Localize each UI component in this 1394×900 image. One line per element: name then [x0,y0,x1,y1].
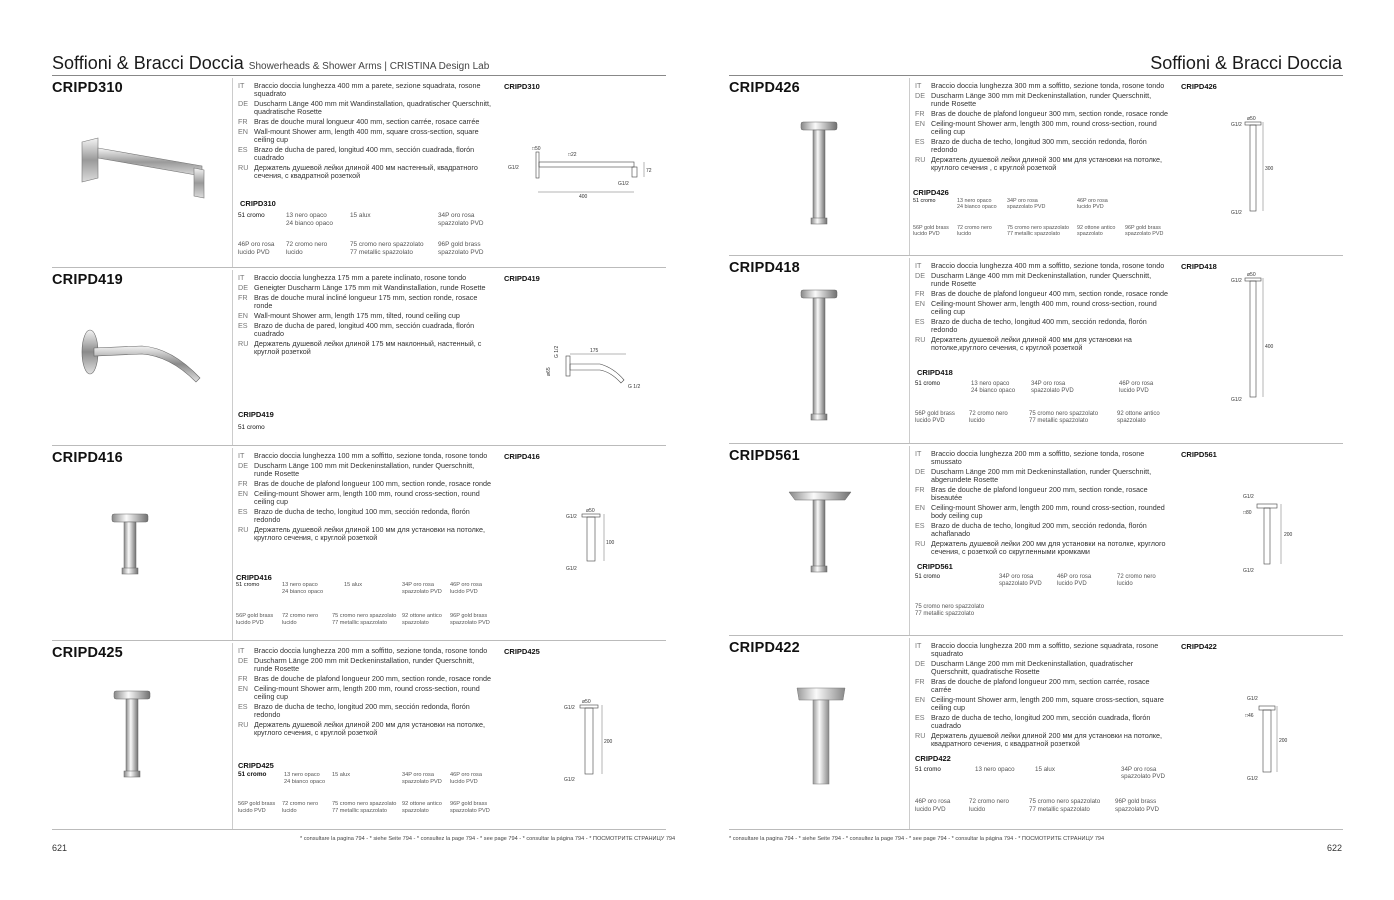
finish-table-code: CRIPD416 [236,573,272,582]
svg-text:G1/2: G1/2 [1231,278,1242,284]
svg-text:72: 72 [646,168,652,174]
product-description: IT Braccio doccia lunghezza 300 mm a soffitto, sezione tonda, rosone tondo DE Duscharm Länge 300 mm mit Deckeninstallation, runder Querschnitt, runde Rosette FR Bras de douche de plafond longueur 300 mm, section ronde, rosace ronde EN Ceiling-mount Shower arm, length 300 mm, round cross-section, round ceiling cup ES Brazo de ducha de techo, longitud 300 mm, sección redonda, florón redondo RU Держатель душевой лейки длиной 300 мм для установки на потолке, круглого сечения , с круглой розеткой [915,81,1168,172]
product-image [112,687,152,782]
svg-text:ø50: ø50 [582,699,591,705]
product-code: CRIPD310 [52,80,123,96]
svg-text:G1/2: G1/2 [1231,122,1242,128]
product-code: CRIPD561 [729,448,800,464]
product-description: IT Braccio doccia lunghezza 200 mm a soffitto, sezione tonda, rosone smussato DE Duscharm Länge 200 mm mit Deckeninstallation, runder Querschnitt, abgerundete Rosette FR Bras de douche de plafond longueur 200 mm, section ronde, rosace biseautée EN Ceiling-mount Shower arm, length 200 mm, round cross-section, rounded body ceiling cup ES Brazo de ducha de techo, longitud 200 mm, sección redonda, florón achaflanado RU Держатель душевой лейки 200 мм для установки на потолке, круглого сечения, с розеткой со скругленными кромками [915,449,1166,556]
svg-text:□80: □80 [1243,510,1252,516]
finish-table: 51 cromo 13 nero opaco 24 bianco opaco 34P oro rosa spazzolato PVD 46P oro rosa lucido PVD 56P gold brass lucido PVD 72 cromo nero lucido 75 cromo nero spazzolato 77 metallic spazzolato 92 ottone antico spazzolato [915,381,1160,424]
svg-text:200: 200 [604,739,613,745]
bottom-rule [52,829,666,830]
technical-drawing: CRIPD422 G1/2 □46 200 G1/2 [1181,642,1288,782]
product-image [110,510,150,580]
technical-drawing: CRIPD561 G1/2 □80 200 G1/2 [1181,450,1293,574]
product-section-cripd418 [729,258,1343,444]
product-image [799,286,839,426]
product-description: IT Braccio doccia lunghezza 200 mm a soffitto, sezione squadrata, rosone squadrato DE Duscharm Länge 200 mm mit Deckeninstallation, quadratischer Querschnitt, quadratische Rosette FR Bras de douche de plafond longueur 200 mm, section carrée, rosace carrée EN Ceiling-mount Shower arm, length 200 mm, square cross-section, square ceiling cup ES Brazo de ducha de techo, longitud 200 mm, sección cuadrada, florón cuadrado RU Держатель душевой лейки длиной 200 мм для установки на потолке, квадратного сечения, с квадратной розеткой [915,641,1164,748]
finish-table: 51 cromo 13 nero opaco 24 bianco opaco 15 alux 34P oro rosa spazzolato PVD 46P oro rosa lucido PVD 72 cromo nero lucido 75 cromo nero spazzolato 77 metallic spazzolato 96P gold brass spazzolato PVD [238,212,484,256]
svg-text:G1/2: G1/2 [1243,494,1254,500]
svg-text:G1/2: G1/2 [1247,696,1258,702]
finish-table-code: CRIPD561 [917,562,953,571]
footer-note: * consultare la pagina 794 - * siehe Seite 794 - * consultez la page 794 - * see page 794 - * consultar la página 794 - * ПОСМОТРИТЕ СТРАНИЦУ 794 [300,836,676,842]
product-code: CRIPD419 [52,272,123,288]
svg-text:G 1/2: G 1/2 [628,384,641,390]
technical-drawing: CRIPD416 ø50 G1/2 100 G1/2 [504,452,615,572]
svg-text:200: 200 [1279,738,1288,744]
product-section-cripd416 [52,448,666,641]
product-image [74,136,214,206]
svg-text:□22: □22 [568,152,577,158]
finish-table: 51 cromo 13 nero opaco 15 alux 34P oro rosa spazzolato PVD 46P oro rosa lucido PVD 72 cromo nero lucido 75 cromo nero spazzolato 77 metallic spazzolato 96P gold brass spazzolato PVD [915,766,1166,813]
product-section-cripd426 [729,78,1343,256]
product-description: IT Braccio doccia lunghezza 175 mm a parete inclinato, rosone tondo DE Geneigter Duscharm Länge 175 mm mit Wandinstallation, runde Rosette FR Bras de douche mural incliné longueur 175 mm, section ronde, rosace ronde EN Wall-mount Shower arm, length 175 mm, tilted, round ceiling cup ES Brazo de ducha de pared, longitud 400 mm, sección cuadrada, florón cuadrado RU Держатель душевой лейки длиной 175 мм наклонный, настенный, с круглой розеткой [238,273,486,356]
footer-note: * consultare la pagina 794 - * siehe Seite 794 - * consultez la page 794 - * see page 794 - * consultar la página 794 - * ПОСМОТРИТЕ СТРАНИЦУ 794 [729,836,1105,842]
product-section-cripd422 [729,638,1343,829]
page-number: 621 [52,843,68,853]
svg-text:G1/2: G1/2 [618,181,629,187]
svg-text:□46: □46 [1245,713,1254,719]
technical-drawing: CRIPD426 ø50 G1/2 300 G1/2 [1181,82,1274,216]
svg-text:175: 175 [590,348,599,354]
finish-table: 51 cromo 34P oro rosa spazzolato PVD 46P oro rosa lucido PVD 72 cromo nero lucido 75 cromo nero spazzolato 77 metallic spazzolato [915,574,1156,617]
product-section-cripd310 [52,78,666,268]
svg-text:ø50: ø50 [1247,116,1256,122]
svg-text:G1/2: G1/2 [564,705,575,711]
svg-text:G 1/2: G 1/2 [554,345,560,358]
product-image [72,322,222,392]
svg-text:400: 400 [579,194,588,200]
product-description: IT Braccio doccia lunghezza 200 mm a soffitto, sezione tonda, rosone tondo DE Duscharm Länge 200 mm mit Deckeninstallation, runder Querschnitt, runde Rosette FR Bras de douche de plafond longueur 200 mm, section ronde, rosace ronde EN Ceiling-mount Shower arm, length 200 mm, round cross-section, round ceiling cup ES Brazo de ducha de techo, longitud 200 mm, sección redonda, florón redondo RU Держатель душевой лейки длиной 200 мм для установки на потолке, круглого сечения, с круглой розеткой [238,646,491,737]
svg-text:ø50: ø50 [586,508,595,514]
finish-table: 51 cromo [238,424,265,431]
svg-text:G1/2: G1/2 [1231,397,1242,403]
finish-table: 51 cromo 13 nero opaco 24 bianco opaco 34P oro rosa spazzolato PVD 46P oro rosa lucido PVD 56P gold brass lucido PVD 72 cromo nero lucido 75 cromo nero spazzolato 77 metallic spazzolato 92 ottone antico spazzolato 96P gold brass spazzolato PVD [913,198,1164,238]
product-description: IT Braccio doccia lunghezza 400 mm a soffitto, sezione tonda, rosone tondo DE Duscharm Länge 400 mm mit Deckeninstallation, runder Querschnitt, runde Rosette FR Bras de douche de plafond longueur 400 mm, section ronde, rosace ronde EN Ceiling-mount Shower arm, length 400 mm, round cross-section, round ceiling cup ES Brazo de ducha de techo, longitud 400 mm, sección redonda, florón redondo RU Держатель душевой лейки длиной 400 мм для установки на потолке,круглого сечения, с круглой розеткой [915,261,1168,352]
technical-drawing: CRIPD310 □50 □22 G1/2 72 G1/2 400 [504,82,652,200]
svg-text:□50: □50 [532,146,541,152]
page-title: Soffioni & Bracci Doccia Showerheads & Shower Arms | CRISTINA Design Lab [52,53,490,73]
technical-drawing: CRIPD419 G 1/2 175 ø65 G 1/2 [504,274,641,390]
finish-table: 51 cromo 13 nero opaco 24 bianco opaco 15 alux 34P oro rosa spazzolato PVD 46P oro rosa lucido PVD 56P gold brass lucido PVD 72 cromo nero lucido 75 cromo nero spazzolato 77 metallic spazzolato 92 ottone antico spazzolato 96P gold brass spazzolato PVD [236,582,490,626]
technical-drawing: CRIPD418 ø50 G1/2 400 G1/2 [1181,262,1274,403]
finish-table-code: CRIPD310 [240,199,276,208]
product-description: IT Braccio doccia lunghezza 100 mm a soffitto, sezione tonda, rosone tondo DE Duscharm Länge 100 mm mit Deckeninstallation, runder Querschnitt, runde Rosette FR Bras de douche de plafond longueur 100 mm, section ronde, rosace ronde EN Ceiling-mount Shower arm, length 100 mm, round cross-section, round ceiling cup ES Brazo de ducha de techo, longitud 100 mm, sección redonda, florón redondo RU Держатель душевой лейки длиной 100 мм для установки на потолке, круглого сечения, с круглой розеткой [238,451,491,542]
page-title: Soffioni & Bracci Doccia [1150,53,1342,73]
product-code: CRIPD426 [729,80,800,96]
product-section-cripd419 [52,270,666,446]
svg-text:300: 300 [1265,166,1274,172]
bottom-rule [729,829,1343,830]
product-code: CRIPD425 [52,645,123,661]
svg-text:200: 200 [1284,532,1293,538]
svg-text:G1/2: G1/2 [1247,776,1258,782]
product-code: CRIPD416 [52,450,123,466]
finish-table-code: CRIPD426 [913,188,949,197]
page-number: 622 [1326,843,1342,853]
product-image [799,118,839,230]
svg-text:ø65: ø65 [546,367,552,376]
svg-text:G1/2: G1/2 [1243,568,1254,574]
page-subtitle: Showerheads & Shower Arms | CRISTINA Design Lab [248,61,490,72]
svg-text:G1/2: G1/2 [566,514,577,520]
finish-table-code: CRIPD425 [238,761,274,770]
product-image [791,682,851,792]
product-code: CRIPD418 [729,260,800,276]
svg-text:ø50: ø50 [1247,272,1256,278]
svg-text:G1/2: G1/2 [564,777,575,783]
top-rule [52,75,666,76]
svg-text:400: 400 [1265,344,1274,350]
svg-text:100: 100 [606,540,615,546]
finish-table-code: CRIPD419 [238,410,274,419]
product-description: IT Braccio doccia lunghezza 400 mm a parete, sezione squadrata, rosone squadrato DE Duscharm Länge 400 mm mit Wandinstallation, quadratischer Querschnitt, quadratische Rosette FR Bras de douche mural longueur 400 mm, section carrée, rosace carrée EN Wall-mount Shower arm, length 400 mm, square cross-section, square ceiling cup ES Brazo de ducha de pared, longitud 400 mm, sección cuadrada, florón cuadrado RU Держатель душевой лейки длиной 400 мм настенный, квадратного сечения, с квадратной розеткой [238,81,492,180]
product-code: CRIPD422 [729,640,800,656]
catalog-page-right [697,0,1394,900]
product-image [785,486,855,578]
product-section-cripd561 [729,446,1343,636]
top-rule [729,75,1343,76]
svg-text:G1/2: G1/2 [566,566,577,572]
svg-text:G1/2: G1/2 [1231,210,1242,216]
product-section-cripd425 [52,643,666,829]
svg-text:G1/2: G1/2 [508,165,519,171]
finish-table-code: CRIPD422 [915,754,951,763]
finish-table: 51 cromo 13 nero opaco 24 bianco opaco 15 alux 34P oro rosa spazzolato PVD 46P oro rosa lucido PVD 56P gold brass lucido PVD 72 cromo nero lucido 75 cromo nero spazzolato 77 metallic spazzolato 92 ottone antico spazzolato 96P gold brass spazzolato PVD [238,771,490,814]
finish-table-code: CRIPD418 [917,368,953,377]
technical-drawing: CRIPD425 ø50 G1/2 200 G1/2 [504,647,613,783]
